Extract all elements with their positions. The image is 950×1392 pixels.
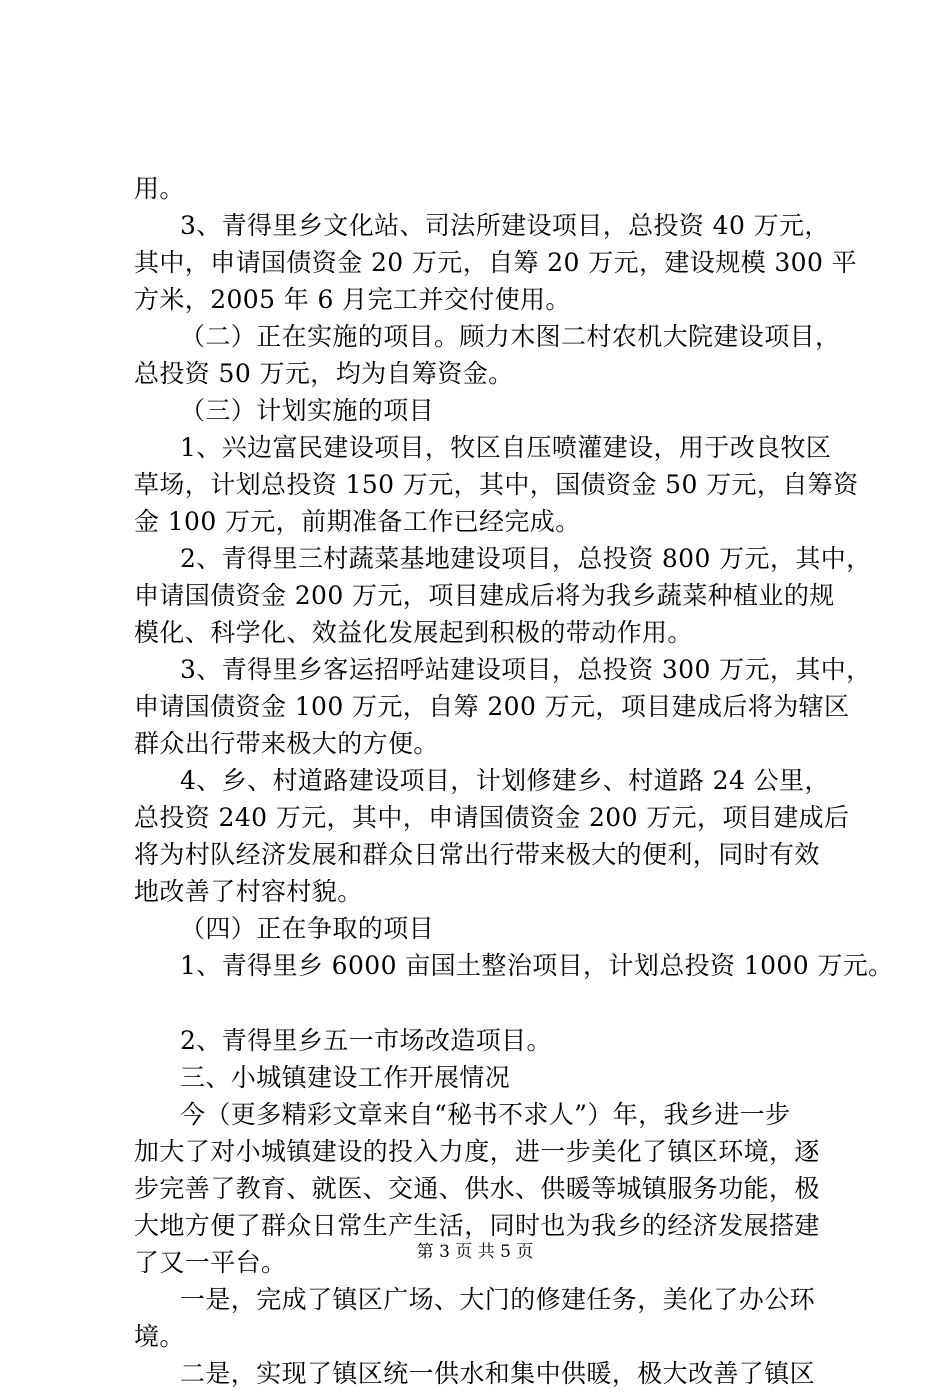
text-line: 三、小城镇建设工作开展情况	[180, 1063, 511, 1092]
text-line: 境。	[134, 1322, 185, 1351]
text-line: 将为村队经济发展和群众日常出行带来极大的便利，同时有效	[134, 840, 820, 869]
text-line: （二）正在实施的项目。顾力木图二村农机大院建设项目，	[180, 322, 841, 351]
text-line: 大地方便了群众日常生产生活，同时也为我乡的经济发展搭建	[134, 1211, 820, 1240]
page-footer: 第 3 页 共 5 页	[416, 1242, 534, 1262]
text-line: （三）计划实施的项目	[180, 396, 435, 425]
blank-line	[134, 984, 854, 1022]
text-line: 一是，完成了镇区广场、大门的修建任务，美化了办公环	[180, 1285, 816, 1314]
text-line: 其中，申请国债资金 20 万元，自筹 20 万元，建设规模 300 平	[134, 248, 858, 277]
text-line: 加大了对小城镇建设的投入力度，进一步美化了镇区环境，逐	[134, 1137, 820, 1166]
text-line: 总投资 50 万元，均为自筹资金。	[134, 359, 514, 388]
text-line: 1、青得里乡 6000 亩国土整治项目，计划总投资 1000 万元。	[180, 951, 894, 980]
text-line: 模化、科学化、效益化发展起到积极的带动作用。	[134, 618, 693, 647]
document-body	[134, 170, 894, 1392]
text-line: 步完善了教育、就医、交通、供水、供暖等城镇服务功能，极	[134, 1174, 820, 1203]
text-line: 2、青得里乡五一市场改造项目。	[180, 1026, 552, 1055]
text-line: 申请国债资金 100 万元，自筹 200 万元，项目建成后将为辖区	[134, 692, 850, 721]
text-line: 今（更多精彩文章来自“秘书不求人”）年，我乡进一步	[180, 1100, 791, 1129]
text-line: 草场，计划总投资 150 万元，其中，国债资金 50 万元，自筹资	[134, 470, 859, 499]
text-line: 用。	[134, 174, 185, 203]
text-line: 2、青得里三村蔬菜基地建设项目，总投资 800 万元，其中，	[180, 544, 872, 573]
text-line: 二是，实现了镇区统一供水和集中供暖，极大改善了镇区	[180, 1359, 816, 1388]
text-line: 方米，2005 年 6 月完工并交付使用。	[134, 285, 571, 314]
text-line: （四）正在争取的项目	[180, 914, 435, 943]
text-line: 3、青得里乡文化站、司法所建设项目，总投资 40 万元，	[180, 211, 830, 240]
text-line: 3、青得里乡客运招呼站建设项目，总投资 300 万元，其中，	[180, 655, 872, 684]
text-line: 1、兴边富民建设项目，牧区自压喷灌建设，用于改良牧区	[180, 433, 832, 462]
text-line: 金 100 万元，前期准备工作已经完成。	[134, 507, 581, 536]
text-line: 群众出行带来极大的方便。	[134, 729, 439, 758]
text-line: 总投资 240 万元，其中，申请国债资金 200 万元，项目建成后	[134, 803, 850, 832]
text-line: 申请国债资金 200 万元，项目建成后将为我乡蔬菜种植业的规	[134, 581, 835, 610]
text-line: 地改善了村容村貌。	[134, 877, 363, 906]
text-line: 了又一平台。	[134, 1248, 287, 1277]
text-line: 4、乡、村道路建设项目，计划修建乡、村道路 24 公里，	[180, 766, 830, 795]
